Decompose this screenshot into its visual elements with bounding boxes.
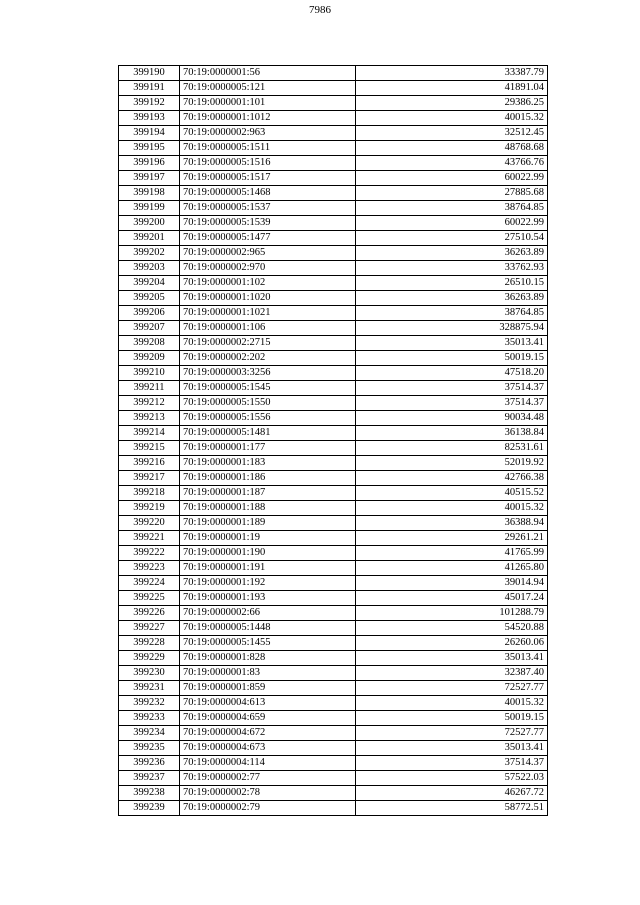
table-row: [119, 306, 548, 321]
table-row: [119, 321, 548, 336]
cell-value: 47518.20: [356, 366, 548, 381]
cell-value: 37514.37: [356, 396, 548, 411]
cell-value: 38764.85: [356, 306, 548, 321]
table-row: [119, 411, 548, 426]
table-body: [119, 66, 548, 816]
cell-cadastral-number: 70:19:0000001:106: [180, 321, 356, 336]
cell-id: 399220: [119, 516, 180, 531]
table-row: [119, 351, 548, 366]
cell-value: 60022.99: [356, 171, 548, 186]
cell-value: 41765.99: [356, 546, 548, 561]
cell-value: 40015.32: [356, 696, 548, 711]
cell-cadastral-number: 70:19:0000001:83: [180, 666, 356, 681]
cell-value: 36263.89: [356, 291, 548, 306]
cell-value: 45017.24: [356, 591, 548, 606]
cell-value: 36388.94: [356, 516, 548, 531]
cell-cadastral-number: 70:19:0000002:77: [180, 771, 356, 786]
cell-cadastral-number: 70:19:0000001:177: [180, 441, 356, 456]
table-row: [119, 336, 548, 351]
cell-value: 46267.72: [356, 786, 548, 801]
cell-id: 399202: [119, 246, 180, 261]
table-row: [119, 561, 548, 576]
cell-id: 399195: [119, 141, 180, 156]
cell-cadastral-number: 70:19:0000001:191: [180, 561, 356, 576]
table-row: [119, 96, 548, 111]
cell-id: 399221: [119, 531, 180, 546]
cell-value: 35013.41: [356, 336, 548, 351]
cell-id: 399208: [119, 336, 180, 351]
table-row: [119, 486, 548, 501]
table-row: [119, 756, 548, 771]
cell-value: 36138.84: [356, 426, 548, 441]
table-row: [119, 276, 548, 291]
cell-cadastral-number: 70:19:0000002:202: [180, 351, 356, 366]
cell-cadastral-number: 70:19:0000001:1020: [180, 291, 356, 306]
cell-value: 33762.93: [356, 261, 548, 276]
cell-value: 328875.94: [356, 321, 548, 336]
table-row: [119, 141, 548, 156]
cell-value: 29386.25: [356, 96, 548, 111]
cell-value: 33387.79: [356, 66, 548, 81]
table-row: [119, 111, 548, 126]
cell-cadastral-number: 70:19:0000002:970: [180, 261, 356, 276]
table-row: [119, 291, 548, 306]
cell-cadastral-number: 70:19:0000001:1012: [180, 111, 356, 126]
cell-cadastral-number: 70:19:0000002:2715: [180, 336, 356, 351]
cell-id: 399224: [119, 576, 180, 591]
table-row: [119, 546, 548, 561]
registry-table: [118, 65, 548, 816]
cell-cadastral-number: 70:19:0000005:1550: [180, 396, 356, 411]
table-row: [119, 426, 548, 441]
cell-id: 399212: [119, 396, 180, 411]
cell-value: 27510.54: [356, 231, 548, 246]
table-row: [119, 186, 548, 201]
table-row: [119, 471, 548, 486]
table-row: [119, 531, 548, 546]
cell-cadastral-number: 70:19:0000001:183: [180, 456, 356, 471]
table-row: [119, 381, 548, 396]
cell-value: 35013.41: [356, 651, 548, 666]
cell-id: 399191: [119, 81, 180, 96]
table-row: [119, 201, 548, 216]
cell-id: 399198: [119, 186, 180, 201]
cell-id: 399190: [119, 66, 180, 81]
table-row: [119, 606, 548, 621]
cell-id: 399215: [119, 441, 180, 456]
cell-id: 399201: [119, 231, 180, 246]
cell-id: 399225: [119, 591, 180, 606]
table-row: [119, 156, 548, 171]
cell-value: 40515.52: [356, 486, 548, 501]
cell-value: 35013.41: [356, 741, 548, 756]
cell-value: 39014.94: [356, 576, 548, 591]
table-row: [119, 696, 548, 711]
cell-id: 399229: [119, 651, 180, 666]
cell-value: 26260.06: [356, 636, 548, 651]
cell-value: 41265.80: [356, 561, 548, 576]
cell-value: 26510.15: [356, 276, 548, 291]
table-row: [119, 666, 548, 681]
cell-cadastral-number: 70:19:0000004:613: [180, 696, 356, 711]
cell-id: 399199: [119, 201, 180, 216]
cell-value: 50019.15: [356, 351, 548, 366]
table-row: [119, 81, 548, 96]
cell-cadastral-number: 70:19:0000002:66: [180, 606, 356, 621]
table-row: [119, 246, 548, 261]
cell-value: 40015.32: [356, 501, 548, 516]
cell-cadastral-number: 70:19:0000001:1021: [180, 306, 356, 321]
table-row: [119, 501, 548, 516]
cell-id: 399200: [119, 216, 180, 231]
cell-id: 399210: [119, 366, 180, 381]
cell-value: 36263.89: [356, 246, 548, 261]
page-number: 7986: [309, 4, 331, 16]
cell-cadastral-number: 70:19:0000001:192: [180, 576, 356, 591]
cell-value: 37514.37: [356, 381, 548, 396]
cell-value: 72527.77: [356, 726, 548, 741]
cell-cadastral-number: 70:19:0000001:189: [180, 516, 356, 531]
cell-id: 399219: [119, 501, 180, 516]
cell-value: 40015.32: [356, 111, 548, 126]
cell-value: 29261.21: [356, 531, 548, 546]
cell-value: 32387.40: [356, 666, 548, 681]
cell-id: 399227: [119, 621, 180, 636]
cell-id: 399209: [119, 351, 180, 366]
cell-cadastral-number: 70:19:0000002:78: [180, 786, 356, 801]
cell-id: 399226: [119, 606, 180, 621]
cell-value: 60022.99: [356, 216, 548, 231]
cell-id: 399216: [119, 456, 180, 471]
cell-cadastral-number: 70:19:0000005:1539: [180, 216, 356, 231]
cell-value: 41891.04: [356, 81, 548, 96]
cell-id: 399207: [119, 321, 180, 336]
cell-value: 52019.92: [356, 456, 548, 471]
cell-id: 399194: [119, 126, 180, 141]
cell-cadastral-number: 70:19:0000001:19: [180, 531, 356, 546]
cell-id: 399218: [119, 486, 180, 501]
cell-cadastral-number: 70:19:0000005:1517: [180, 171, 356, 186]
table-row: [119, 231, 548, 246]
cell-cadastral-number: 70:19:0000001:102: [180, 276, 356, 291]
cell-cadastral-number: 70:19:0000001:101: [180, 96, 356, 111]
cell-id: 399238: [119, 786, 180, 801]
cell-cadastral-number: 70:19:0000003:3256: [180, 366, 356, 381]
cell-id: 399192: [119, 96, 180, 111]
table-row: [119, 441, 548, 456]
table-row: [119, 621, 548, 636]
cell-id: 399231: [119, 681, 180, 696]
cell-cadastral-number: 70:19:0000005:1477: [180, 231, 356, 246]
cell-value: 57522.03: [356, 771, 548, 786]
table-row: [119, 66, 548, 81]
cell-cadastral-number: 70:19:0000001:828: [180, 651, 356, 666]
cell-id: 399211: [119, 381, 180, 396]
table-row: [119, 261, 548, 276]
cell-id: 399204: [119, 276, 180, 291]
cell-cadastral-number: 70:19:0000001:56: [180, 66, 356, 81]
cell-cadastral-number: 70:19:0000005:1448: [180, 621, 356, 636]
cell-cadastral-number: 70:19:0000005:1511: [180, 141, 356, 156]
cell-id: 399232: [119, 696, 180, 711]
cell-id: 399205: [119, 291, 180, 306]
cell-cadastral-number: 70:19:0000001:187: [180, 486, 356, 501]
table-row: [119, 786, 548, 801]
cell-id: 399233: [119, 711, 180, 726]
cell-value: 43766.76: [356, 156, 548, 171]
cell-id: 399222: [119, 546, 180, 561]
cell-cadastral-number: 70:19:0000004:659: [180, 711, 356, 726]
cell-id: 399223: [119, 561, 180, 576]
table-row: [119, 771, 548, 786]
table-row: [119, 711, 548, 726]
cell-cadastral-number: 70:19:0000001:859: [180, 681, 356, 696]
cell-id: 399206: [119, 306, 180, 321]
table-row: [119, 636, 548, 651]
table-row: [119, 456, 548, 471]
table-row: [119, 651, 548, 666]
cell-id: 399236: [119, 756, 180, 771]
cell-value: 32512.45: [356, 126, 548, 141]
cell-value: 48768.68: [356, 141, 548, 156]
cell-cadastral-number: 70:19:0000005:1516: [180, 156, 356, 171]
cell-cadastral-number: 70:19:0000005:1545: [180, 381, 356, 396]
cell-cadastral-number: 70:19:0000002:79: [180, 801, 356, 816]
cell-id: 399230: [119, 666, 180, 681]
cell-cadastral-number: 70:19:0000005:1537: [180, 201, 356, 216]
cell-value: 38764.85: [356, 201, 548, 216]
cell-cadastral-number: 70:19:0000004:672: [180, 726, 356, 741]
cell-cadastral-number: 70:19:0000001:190: [180, 546, 356, 561]
table-row: [119, 396, 548, 411]
cell-id: 399203: [119, 261, 180, 276]
cell-id: 399228: [119, 636, 180, 651]
cell-id: 399197: [119, 171, 180, 186]
cell-cadastral-number: 70:19:0000004:114: [180, 756, 356, 771]
cell-value: 82531.61: [356, 441, 548, 456]
table-row: [119, 126, 548, 141]
table-row: [119, 801, 548, 816]
cell-cadastral-number: 70:19:0000005:121: [180, 81, 356, 96]
cell-cadastral-number: 70:19:0000005:1468: [180, 186, 356, 201]
cell-value: 50019.15: [356, 711, 548, 726]
table-row: [119, 591, 548, 606]
cell-id: 399235: [119, 741, 180, 756]
cell-value: 72527.77: [356, 681, 548, 696]
cell-value: 42766.38: [356, 471, 548, 486]
cell-cadastral-number: 70:19:0000005:1481: [180, 426, 356, 441]
cell-cadastral-number: 70:19:0000004:673: [180, 741, 356, 756]
cell-cadastral-number: 70:19:0000005:1556: [180, 411, 356, 426]
cell-id: 399217: [119, 471, 180, 486]
table-row: [119, 741, 548, 756]
cell-value: 58772.51: [356, 801, 548, 816]
table-row: [119, 366, 548, 381]
cell-cadastral-number: 70:19:0000002:965: [180, 246, 356, 261]
table-row: [119, 516, 548, 531]
table-row: [119, 576, 548, 591]
cell-cadastral-number: 70:19:0000005:1455: [180, 636, 356, 651]
table-row: [119, 681, 548, 696]
cell-value: 37514.37: [356, 756, 548, 771]
cell-cadastral-number: 70:19:0000001:193: [180, 591, 356, 606]
cell-value: 101288.79: [356, 606, 548, 621]
cell-id: 399234: [119, 726, 180, 741]
cell-id: 399239: [119, 801, 180, 816]
cell-cadastral-number: 70:19:0000001:188: [180, 501, 356, 516]
cell-cadastral-number: 70:19:0000001:186: [180, 471, 356, 486]
table-row: [119, 216, 548, 231]
cell-id: 399193: [119, 111, 180, 126]
table-row: [119, 171, 548, 186]
cell-id: 399213: [119, 411, 180, 426]
cell-id: 399196: [119, 156, 180, 171]
cell-id: 399237: [119, 771, 180, 786]
cell-id: 399214: [119, 426, 180, 441]
cell-value: 27885.68: [356, 186, 548, 201]
cell-value: 90034.48: [356, 411, 548, 426]
table-row: [119, 726, 548, 741]
cell-value: 54520.88: [356, 621, 548, 636]
cell-cadastral-number: 70:19:0000002:963: [180, 126, 356, 141]
